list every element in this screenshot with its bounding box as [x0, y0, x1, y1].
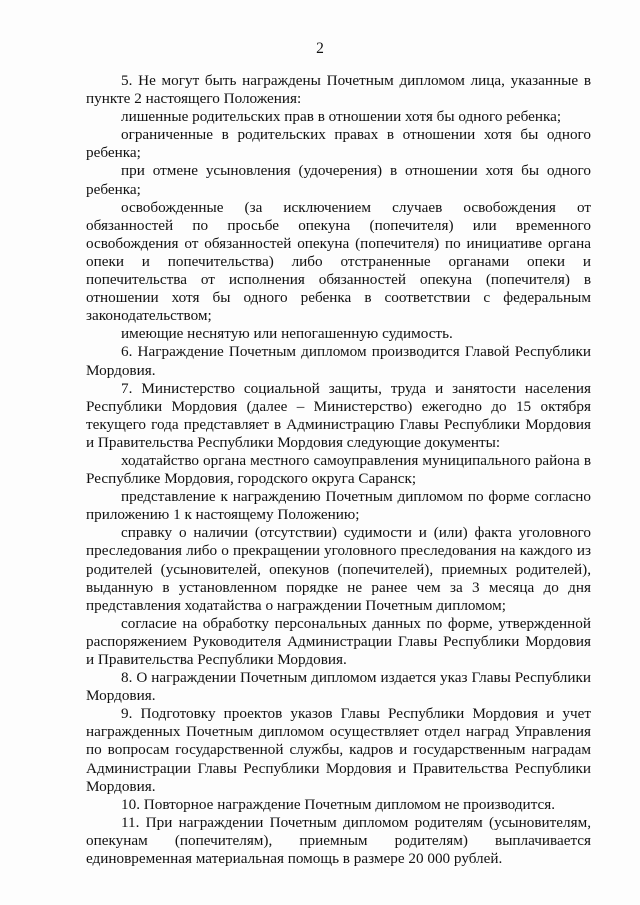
- paragraph-5-item-4: освобожденные (за исключением случаев освобождения от обязанностей по просьбе опекуна (попечителя) или временного освобождения от обязанностей опекуна (попечителя) по инициативе органа опеки и попечительства) либо отстраненные органами опеки и попечительства от исполнения обязанностей опекуна (попечителя) в отношении хотя бы одного ребенка в соответствии с федеральным законодательством;: [86, 198, 591, 325]
- paragraph-6: 6. Награждение Почетным дипломом производится Главой Республики Мордовия.: [86, 343, 591, 379]
- paragraph-9: 9. Подготовку проектов указов Главы Республики Мордовия и учет награжденных Почетным дипломом осуществляет отдел наград Управления по вопросам государственной службы, кадров и государственным наградам Администрации Главы Республики Мордовия и Правительства Республики Мордовия.: [86, 705, 591, 795]
- paragraph-7: 7. Министерство социальной защиты, труда и занятости населения Республики Мордовия (далее – Министерство) ежегодно до 15 октября текущего года представляет в Администрацию Главы Республики Мордовия и Правительства Республики Мордовия следующие документы:: [86, 379, 591, 451]
- paragraph-5: 5. Не могут быть награждены Почетным дипломом лица, указанные в пункте 2 настоящего Положения:: [86, 72, 591, 108]
- paragraph-5-item-1: лишенные родительских прав в отношении хотя бы одного ребенка;: [121, 108, 562, 126]
- paragraph-7-item-4: согласие на обработку персональных данных по форме, утвержденной распоряжением Руководителя Администрации Главы Республики Мордовия и Правительства Республики Мордовия.: [86, 614, 591, 668]
- paragraph-10: 10. Повторное награждение Почетным дипломом не производится.: [121, 795, 556, 813]
- paragraph-5-item-2: ограниченные в родительских правах в отношении хотя бы одного ребенка;: [86, 126, 591, 162]
- paragraph-11: 11. При награждении Почетным дипломом родителям (усыновителям, опекунам (попечителям), приемным родителям) выплачивается единовременная материальная помощь в размере 20 000 рублей.: [86, 813, 591, 868]
- paragraph-8: 8. О награждении Почетным дипломом издается указ Главы Республики Мордовия.: [86, 669, 591, 705]
- paragraph-7-item-1: ходатайство органа местного самоуправления муниципального района в Республике Мордовия, городского округа Саранск;: [86, 451, 591, 488]
- paragraph-7-item-2: представление к награждению Почетным дипломом по форме согласно приложению 1 к настоящему Положению;: [86, 488, 591, 524]
- paragraph-5-item-3: при отмене усыновления (удочерения) в отношении хотя бы одного ребенка;: [86, 162, 591, 198]
- paragraph-5-item-5: имеющие неснятую или непогашенную судимость.: [121, 325, 453, 343]
- paragraph-7-item-3: справку о наличии (отсутствии) судимости и (или) факта уголовного преследования либо о прекращении уголовного преследования на каждого из родителей (усыновителей, опекунов (попечителей), приемных родителей), выданную в установленном порядке не ранее чем за 3 месяца до дня представления ходатайства о награждении Почетным дипломом;: [86, 524, 591, 614]
- document-body: [86, 72, 591, 868]
- page-number: 2: [316, 40, 324, 57]
